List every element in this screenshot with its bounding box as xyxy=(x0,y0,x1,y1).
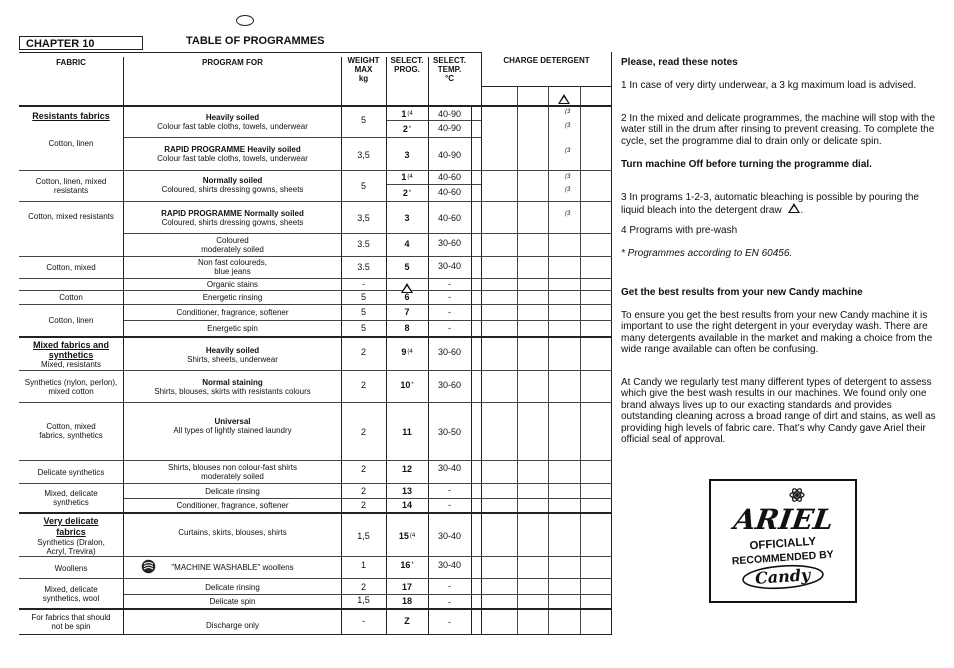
fabric-cotton-mixed-resistants: Cotton, mixed resistants xyxy=(28,211,114,221)
col-charge-detergent: CHARGE DETERGENT xyxy=(503,55,590,65)
prog-3: 3 xyxy=(404,149,410,160)
temp-12: 30-40 xyxy=(437,462,462,473)
program-organic: Organic stains xyxy=(206,280,259,289)
temp-9: 30-60 xyxy=(437,346,462,357)
temp-3: 40-90 xyxy=(437,149,462,160)
temp-13: - xyxy=(448,484,451,495)
fabric-cotton-linen: Cotton, linen xyxy=(48,138,94,148)
temp-2b: 40-60 xyxy=(437,186,462,197)
best-results-para-1: To ensure you get the best results from your new Candy machine it is important to use the right detergent in your everyday wash. There are many detergents available in the market and making a choice from the wide range available can often be confusing. xyxy=(621,310,933,356)
weight-8: 5 xyxy=(360,323,366,333)
weight-16: 1 xyxy=(360,559,366,570)
program-11: Universal All types of lightly stained laundry xyxy=(173,417,292,435)
weight-organic: - xyxy=(362,279,365,289)
ariel-candy-logo xyxy=(709,479,857,603)
prog-1b: 1 (4 xyxy=(401,171,413,182)
bleach-note-triangle-icon xyxy=(788,203,800,216)
temp-1b: 40-60 xyxy=(437,171,462,182)
prog-11: 11 xyxy=(402,426,412,437)
weight-7: 5 xyxy=(360,307,366,317)
logo-brand: ARIEL xyxy=(731,503,836,536)
bleach-note-3: (3 xyxy=(565,148,571,154)
program-16: "MACHINE WASHABLE" woollens xyxy=(171,563,294,572)
note-2: 2 In the mixed and delicate programmes, the machine will stop with the water still in the drum after rinsing to prevent creasing. To complete the cycle, set the programme dial to drain only or delicate spin. xyxy=(621,113,936,147)
program-17: Delicate rinsing xyxy=(205,582,260,592)
temp-5: 30-40 xyxy=(437,260,462,271)
fabric-resistants-title: Resistants fabrics xyxy=(32,110,110,121)
weight-3b: 3,5 xyxy=(357,212,370,223)
temp-6: - xyxy=(448,292,451,302)
page-marker-oval xyxy=(236,15,254,26)
temp-1: 40-90 xyxy=(437,108,462,119)
prog-3b: 3 xyxy=(404,212,410,223)
weight-13: 2 xyxy=(360,485,366,496)
weight-z: - xyxy=(362,615,365,626)
prog-6: 6 xyxy=(404,292,410,302)
bleach-note-4: (3 xyxy=(565,174,571,180)
program-8: Energetic spin xyxy=(207,324,258,333)
temp-7: - xyxy=(448,307,451,317)
program-6: Energetic rinsing xyxy=(202,293,263,302)
weight-3: 3,5 xyxy=(357,149,370,160)
bleach-note-1: (3 xyxy=(565,109,571,115)
note-5: * Programmes according to EN 60456. xyxy=(621,248,793,259)
bleach-note-2: (3 xyxy=(565,123,571,129)
program-9: Heavily soiled Shirts, sheets, underwear xyxy=(187,345,278,364)
temp-14: - xyxy=(448,499,451,510)
fabric-mixed-delicate: Mixed, delicate synthetics xyxy=(44,489,98,507)
prog-16: 16 * xyxy=(400,559,414,570)
temp-18: - xyxy=(448,596,451,607)
weight-1b: 5 xyxy=(360,180,366,191)
temp-organic: - xyxy=(448,279,451,289)
weight-9: 2 xyxy=(360,346,366,357)
program-15: Curtains, skirts, blouses, shirts xyxy=(178,527,287,537)
program-14: Conditioner, fragrance, softener xyxy=(176,501,289,510)
weight-18: 1,5 xyxy=(357,595,370,605)
weight-11: 2 xyxy=(360,426,366,437)
temp-3b: 40-60 xyxy=(437,212,462,223)
program-13: Delicate rinsing xyxy=(205,486,260,496)
prog-15: 15 (4 xyxy=(398,530,416,541)
prog-5: 5 xyxy=(404,261,410,272)
fabric-cotton-linen-mixed: Cotton, linen, mixed resistants xyxy=(35,177,107,195)
logo-line-2: RECOMMENDED BY xyxy=(731,548,835,568)
prog-z: Z xyxy=(404,615,410,626)
weight-15: 1,5 xyxy=(357,530,370,541)
fabric-delicate-synthetics: Delicate synthetics xyxy=(37,467,105,477)
prog-7: 7 xyxy=(404,307,410,317)
prog-4: 4 xyxy=(404,238,410,249)
prog-2: 2 * xyxy=(402,123,412,134)
fabric-no-spin: For fabrics that should not be spin xyxy=(31,613,111,631)
prog-2b: 2 * xyxy=(402,187,412,198)
col-weight: WEIGHT MAX kg xyxy=(347,56,380,83)
program-18: Delicate spin xyxy=(209,597,256,606)
prog-9: 9 (4 xyxy=(401,346,413,357)
chapter-label: CHAPTER 10 xyxy=(19,36,143,50)
fabric-mixed-title: Mixed fabrics and synthetics Mixed, resistants xyxy=(32,339,110,369)
program-3b: RAPID PROGRAMME Normally soiled Coloured, shirts dressing gowns, sheets xyxy=(161,209,304,227)
fabric-cotton: Cotton xyxy=(59,293,83,302)
temp-15: 30-40 xyxy=(437,530,462,541)
program-z: Discharge only xyxy=(206,620,259,630)
weight-14: 2 xyxy=(360,500,366,510)
page-title: TABLE OF PROGRAMMES xyxy=(186,35,325,47)
weight-12: 2 xyxy=(360,463,366,474)
weight-10: 2 xyxy=(360,379,366,390)
program-4: Coloured moderately soiled xyxy=(201,236,264,254)
logo-maker: Candy xyxy=(754,565,811,588)
program-1b: Normally soiled Coloured, shirts dressing gowns, sheets xyxy=(161,176,304,194)
fabric-cotton-linen-2: Cotton, linen xyxy=(48,316,94,325)
program-12: Shirts, blouses non colour-fast shirts moderately soiled xyxy=(168,463,297,481)
temp-z: - xyxy=(448,616,451,627)
temp-10: 30-60 xyxy=(437,379,462,390)
fabric-cotton-mixed-fabrics: Cotton, mixed fabrics, synthetics xyxy=(39,422,103,440)
note-4: 4 Programs with pre-wash xyxy=(621,225,738,236)
program-1: Heavily soiled Colour fast table cloths, towels, underwear xyxy=(157,113,308,131)
notes-heading: Please, read these notes xyxy=(621,57,738,68)
fabric-cotton-mixed: Cotton, mixed xyxy=(46,262,96,272)
program-5: Non fast coloureds, blue jeans xyxy=(198,258,267,276)
weight-17: 2 xyxy=(360,581,366,592)
fabric-mixed-delicate-wool: Mixed, delicate synthetics, wool xyxy=(42,585,100,603)
fabric-very-delicate: Very delicate fabrics Synthetics (Dralon, Acryl, Trevira) xyxy=(37,516,105,556)
prog-18: 18 xyxy=(401,596,412,606)
prog-12: 12 xyxy=(401,463,412,474)
temp-16: 30-40 xyxy=(437,559,462,570)
note-1: 1 In case of very dirty underwear, a 3 kg maximum load is advised. xyxy=(621,80,917,91)
best-results-heading: Get the best results from your new Candy machine xyxy=(621,287,863,298)
bleach-note-6: (3 xyxy=(565,211,571,217)
col-select-temp: SELECT. TEMP. °C xyxy=(433,56,466,83)
charge-detergent-panel xyxy=(481,52,612,635)
prog-1: 1 (4 xyxy=(401,108,413,119)
logo-line-1: OFFICIALLY xyxy=(749,535,817,553)
fabric-synthetics-nylon: Synthetics (nylon, perlon), mixed cotton xyxy=(24,378,118,396)
bleach-note-5: (3 xyxy=(565,187,571,193)
temp-2: 40-90 xyxy=(437,122,462,133)
program-3: RAPID PROGRAMME Heavily soiled Colour fast table cloths, towels, underwear xyxy=(157,145,308,163)
temp-8: - xyxy=(448,323,451,333)
program-10: Normal staining Shirts, blouses, skirts with resistants colours xyxy=(154,377,311,396)
prog-13: 13 xyxy=(401,485,412,496)
weight-1: 5 xyxy=(360,114,366,125)
prog-8: 8 xyxy=(404,323,410,333)
prog-14: 14 xyxy=(401,500,412,510)
fabric-woollens: Woollens xyxy=(54,563,88,573)
temp-17: - xyxy=(448,580,451,591)
note-3: 3 In programs 1-2-3, automatic bleaching is possible by pouring the liquid bleach into the detergent draw . xyxy=(621,192,919,217)
weight-5: 3.5 xyxy=(357,261,370,272)
prog-10: 10 * xyxy=(400,379,414,390)
prog-17: 17 xyxy=(401,581,412,592)
temp-11: 30-50 xyxy=(437,426,462,437)
temp-4: 30-60 xyxy=(437,237,462,248)
weight-4: 3.5 xyxy=(357,238,370,249)
wool-mark-icon xyxy=(141,559,156,574)
program-7: Conditioner, fragrance, softener xyxy=(176,308,289,317)
weight-6: 5 xyxy=(360,292,366,302)
col-fabric: FABRIC xyxy=(56,57,86,67)
col-program-for: PROGRAM FOR xyxy=(202,57,263,67)
col-select-prog: SELECT. PROG. xyxy=(390,56,424,74)
note-2-bold: Turn machine Off before turning the programme dial. xyxy=(621,159,872,170)
best-results-para-2: At Candy we regularly test many different types of detergent to assess which give the best wash results in our machines. We found only one brand always lives up to our exacting standards and provides outstanding cleaning across a broad range of dirt and stains, as well as providing high levels of fabric care. That’s why Candy gave Ariel their official seal of approval. xyxy=(621,377,936,446)
